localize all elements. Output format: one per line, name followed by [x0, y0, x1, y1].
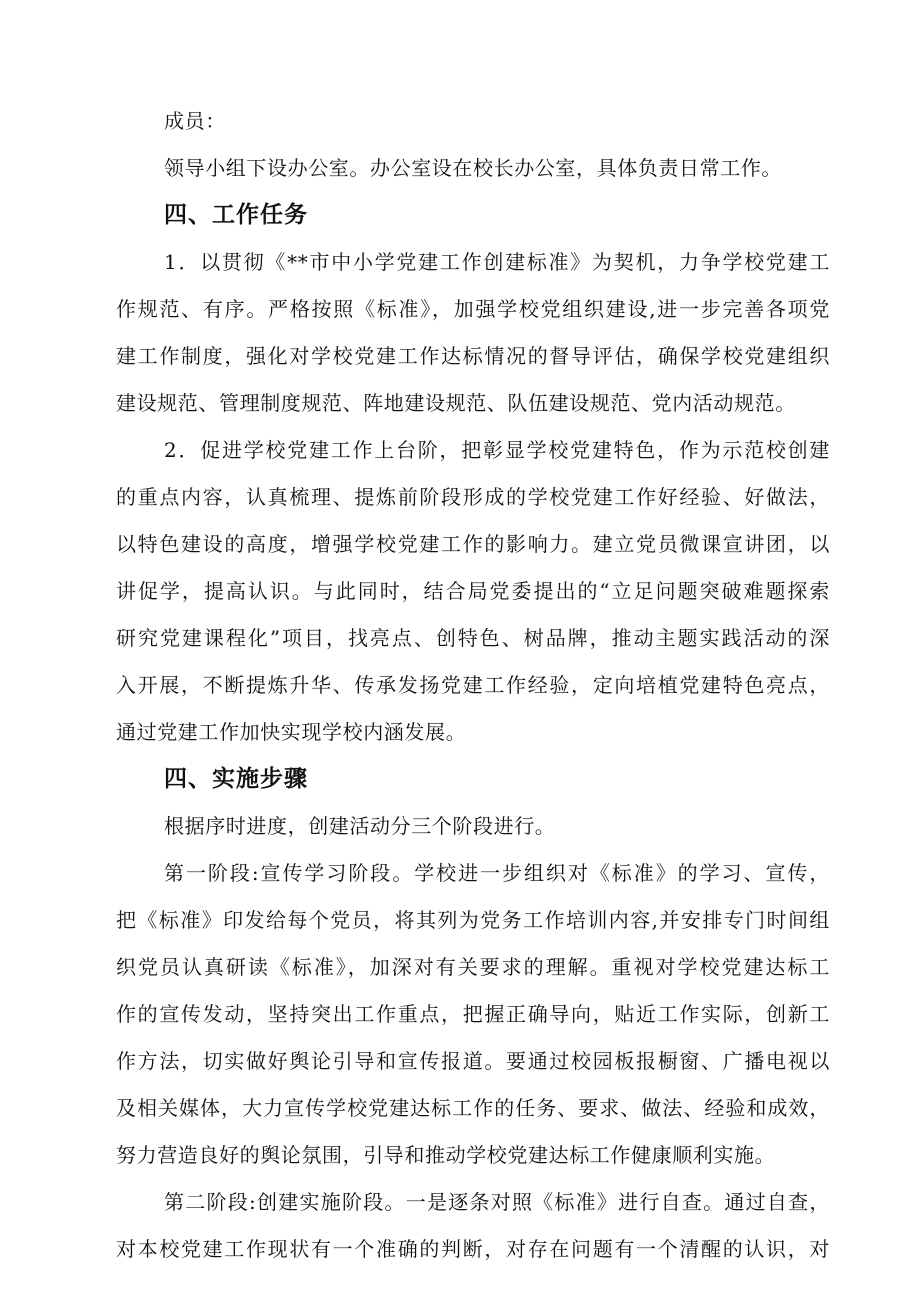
task-1-line: 1．以贯彻《**市中小学党建工作创建标准》为契机，力争学校党建工: [164, 250, 830, 274]
task-2-line: 研究党建课程化”项目，找亮点、创特色、树品牌，推动主题实践活动的深: [116, 626, 830, 650]
task-1-line: 建工作制度，强化对学校党建工作达标情况的督导评估，确保学校党建组织: [116, 344, 830, 368]
task-2-paragraph: [116, 427, 830, 756]
heading-work-tasks: 四、工作任务: [164, 202, 308, 228]
stage-1-line: 把《标准》印发给每个党员，将其列为党务工作培训内容,并安排专门时间组: [116, 908, 830, 932]
stage-1-line: 作方法，切实做好舆论引导和宣传报道。要通过校园板报橱窗、广播电视以: [116, 1049, 830, 1073]
stage-1-paragraph: [116, 850, 830, 1179]
task-2-line: 通过党建工作加快实现学校内涵发展。: [116, 720, 467, 744]
task-2-line: 入开展，不断提炼升华、传承发扬党建工作经验，定向培植党建特色亮点，: [116, 673, 830, 697]
task-1-paragraph: [116, 239, 830, 427]
stage-1-line: 第一阶段:宣传学习阶段。学校进一步组织对《标准》的学习、宣传，: [164, 861, 830, 885]
stage-1-line: 及相关媒体，大力宣传学校党建达标工作的任务、要求、做法、经验和成效，: [116, 1096, 830, 1120]
stage-1-line: 作的宣传发动，坚持突出工作重点，把握正确导向，贴近工作实际，创新工: [116, 1002, 830, 1026]
task-2-line: 讲促学，提高认识。与此同时，结合局党委提出的“立足问题突破难题探索: [116, 579, 830, 603]
task-2-line: 以特色建设的高度，增强学校党建工作的影响力。建立党员微课宣讲团，以: [116, 532, 830, 556]
stage-2-paragraph: [116, 1179, 830, 1273]
stage-2-line: 对本校党建工作现状有一个准确的判断，对存在问题有一个清醒的认识，对: [116, 1237, 830, 1261]
task-1-line: 建设规范、管理制度规范、阵地建设规范、队伍建设规范、党内活动规范。: [116, 391, 796, 415]
members-label: 成员：: [164, 109, 226, 133]
stage-1-line: 努力营造良好的舆论氛围，引导和推动学校党建达标工作健康顺利实施。: [116, 1143, 776, 1167]
document-body: [116, 98, 830, 1273]
stage-1-line: 织党员认真研读《标准》，加深对有关要求的理解。重视对学校党建达标工: [116, 955, 830, 979]
steps-intro: 根据序时进度，创建活动分三个阶段进行。: [164, 814, 556, 838]
task-2-line: 的重点内容，认真梳理、提炼前阶段形成的学校党建工作好经验、好做法，: [116, 485, 830, 509]
task-1-line: 作规范、有序。严格按照《标准》，加强学校党组织建设,进一步完善各项党: [116, 297, 830, 321]
stage-2-line: 第二阶段:创建实施阶段。一是逐条对照《标准》进行自查。通过自查，: [164, 1190, 830, 1214]
heading-implementation-steps: 四、实施步骤: [164, 766, 308, 792]
office-line: 领导小组下设办公室。办公室设在校长办公室，具体负责日常工作。: [164, 156, 782, 180]
task-2-line: 2．促进学校党建工作上台阶，把彰显学校党建特色，作为示范校创建: [164, 438, 830, 462]
